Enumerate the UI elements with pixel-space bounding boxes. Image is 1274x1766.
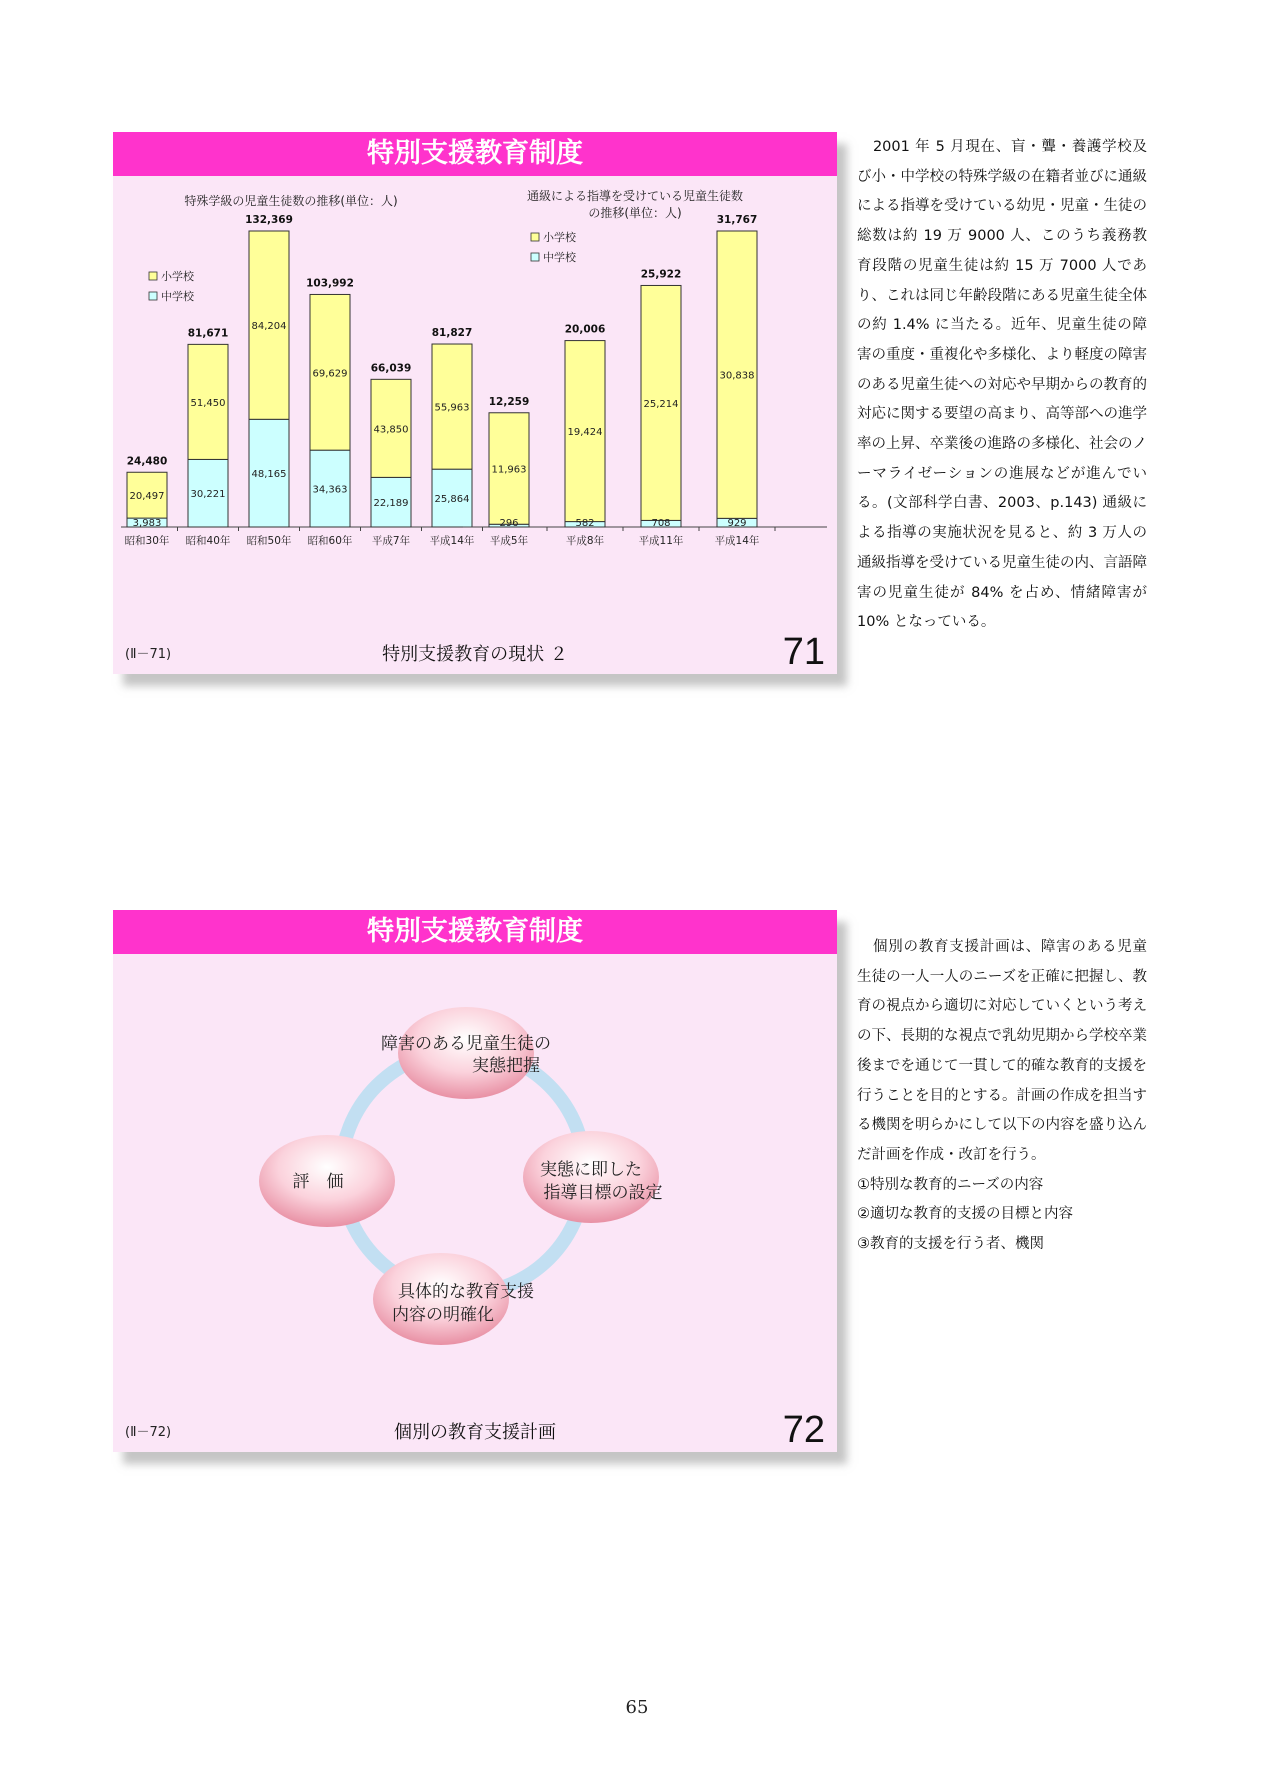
node-label: 障害のある児童生徒の [381,1034,551,1054]
category-label: 平成7年 [371,535,411,547]
data-label: 34,363 [312,484,348,496]
data-label: 22,189 [373,498,409,510]
data-label: 48,165 [251,469,287,481]
data-label: 84,204 [251,321,287,333]
node-label: 実態把握 [472,1056,540,1076]
cycle-diagram [113,954,837,1374]
data-label: 43,850 [373,424,409,436]
data-label: 30,221 [190,489,226,501]
legend-swatch [531,233,539,241]
slide-caption: 特別支援教育の現状 ２ [382,644,568,665]
legend-label: 中学校 [543,251,576,264]
slide-title: 特別支援教育制度 [113,132,837,176]
legend-label: 小学校 [543,231,576,244]
category-label: 平成5年 [489,535,529,547]
list-item: ②適切な教育的支援の目標と内容 [857,1206,1073,1223]
category-label: 昭和60年 [307,535,353,547]
list-item: ①特別な教育的ニーズの内容 [857,1176,1044,1193]
data-label: 296 [499,518,519,529]
slide-code: (Ⅱ－71) [125,647,172,662]
node-label: 具体的な教育支援 [398,1282,534,1302]
total-label: 24,480 [126,455,168,468]
chart-title: の推移(単位：人) [588,206,682,220]
total-label: 81,827 [431,327,473,340]
slide-code: (Ⅱ－72) [125,1425,172,1440]
category-label: 平成14年 [429,535,475,547]
legend-swatch [531,253,539,261]
slide-number: 72 [782,1409,825,1451]
data-label: 708 [651,518,671,529]
slide-number: 71 [782,631,825,673]
legend-swatch [149,272,157,280]
total-label: 81,671 [187,327,229,340]
cycle-node-evaluation [259,1135,395,1227]
total-label: 66,039 [370,362,412,375]
notes-paragraph: 個別の教育支援計画は、障害のある児童生徒の一人一人のニーズを正確に把握し、教育の視点から適切に対応していくという考えの下、長期的な視点で乳幼児期から学校卒業後までを通じて一貫して的確な教育的支援を行うことを目的とする。計画の作成を担当する機関を明らかにして以下の内容を盛り込んだ計画を作成・改訂を行う。 [857,939,1147,1163]
data-label: 929 [727,518,747,529]
node-label: 指導目標の設定 [543,1183,663,1203]
chart-title: 特殊学級の児童生徒数の推移(単位：人) [184,194,398,208]
category-label: 平成11年 [638,535,684,547]
slide-71-notes [857,133,1147,638]
notes-paragraph: 2001 年 5 月現在、盲・聾・養護学校及び小・中学校の特殊学級の在籍者並びに通級による指導を受けている幼児・児童・生徒の総数は約 19 万 9000 人、このうち義務教育段階の児童生徒は約 15 万 7000 人であり、これは同じ年齢段階にある児童生徒全体の約 1.4% に当たる。近年、児童生徒の障害の重度・重複化や多様化、より軽度の障害のある児童生徒への対応や早期からの教育的対応に関する要望の高まり、高等部への進学率の上昇、卒業後の進路の多様化、社会のノーマライゼーションの進展などが進んでいる。(文部科学白書、2003、p.143) 通級による指導の実施状況を見ると、約 3 万人の通級指導を受けている児童生徒の内、言語障害の児童生徒が 84% を占め、情緒障害が 10% となっている。 [857,139,1147,631]
category-label: 平成14年 [714,535,760,547]
total-label: 103,992 [306,277,354,290]
total-label: 25,922 [640,268,682,281]
legend-swatch [149,292,157,300]
data-label: 30,838 [719,370,755,382]
category-label: 平成8年 [565,535,605,547]
total-label: 12,259 [488,395,530,408]
slide-72 [113,910,837,1452]
category-label: 昭和30年 [124,535,170,547]
data-label: 3,983 [132,518,162,529]
data-label: 19,424 [567,427,603,439]
legend-label: 中学校 [161,290,194,303]
legend-label: 小学校 [161,270,194,283]
slide-caption: 個別の教育支援計画 [394,1422,556,1443]
data-label: 55,963 [434,402,470,414]
data-label: 25,214 [643,398,679,410]
page-number: 65 [625,1697,649,1718]
cycle-node-assessment [381,1007,551,1099]
data-label: 20,497 [129,491,165,503]
notes-list [857,1171,1147,1260]
category-label: 昭和50年 [246,535,292,547]
data-label: 69,629 [312,368,348,380]
data-label: 11,963 [491,464,527,476]
total-label: 132,369 [245,214,293,226]
chart-title: 通級による指導を受けている児童生徒数 [526,189,744,203]
slide-title: 特別支援教育制度 [113,910,837,954]
data-label: 25,864 [434,494,470,506]
node-label: 実態に即した [540,1160,642,1180]
total-label: 31,767 [716,214,758,226]
cycle-node-support-content [373,1253,534,1345]
category-label: 昭和40年 [185,535,231,547]
node-label: 内容の明確化 [392,1305,494,1325]
list-item: ③教育的支援を行う者、機関 [857,1236,1044,1253]
cycle-node-goal-setting [523,1131,663,1223]
total-label: 20,006 [564,323,606,336]
slide-72-notes [857,933,1147,1260]
node-label: 評 価 [292,1172,344,1192]
slide-71 [113,132,837,674]
data-label: 582 [575,518,595,529]
data-label: 51,450 [190,397,226,409]
bar-charts [113,176,837,596]
